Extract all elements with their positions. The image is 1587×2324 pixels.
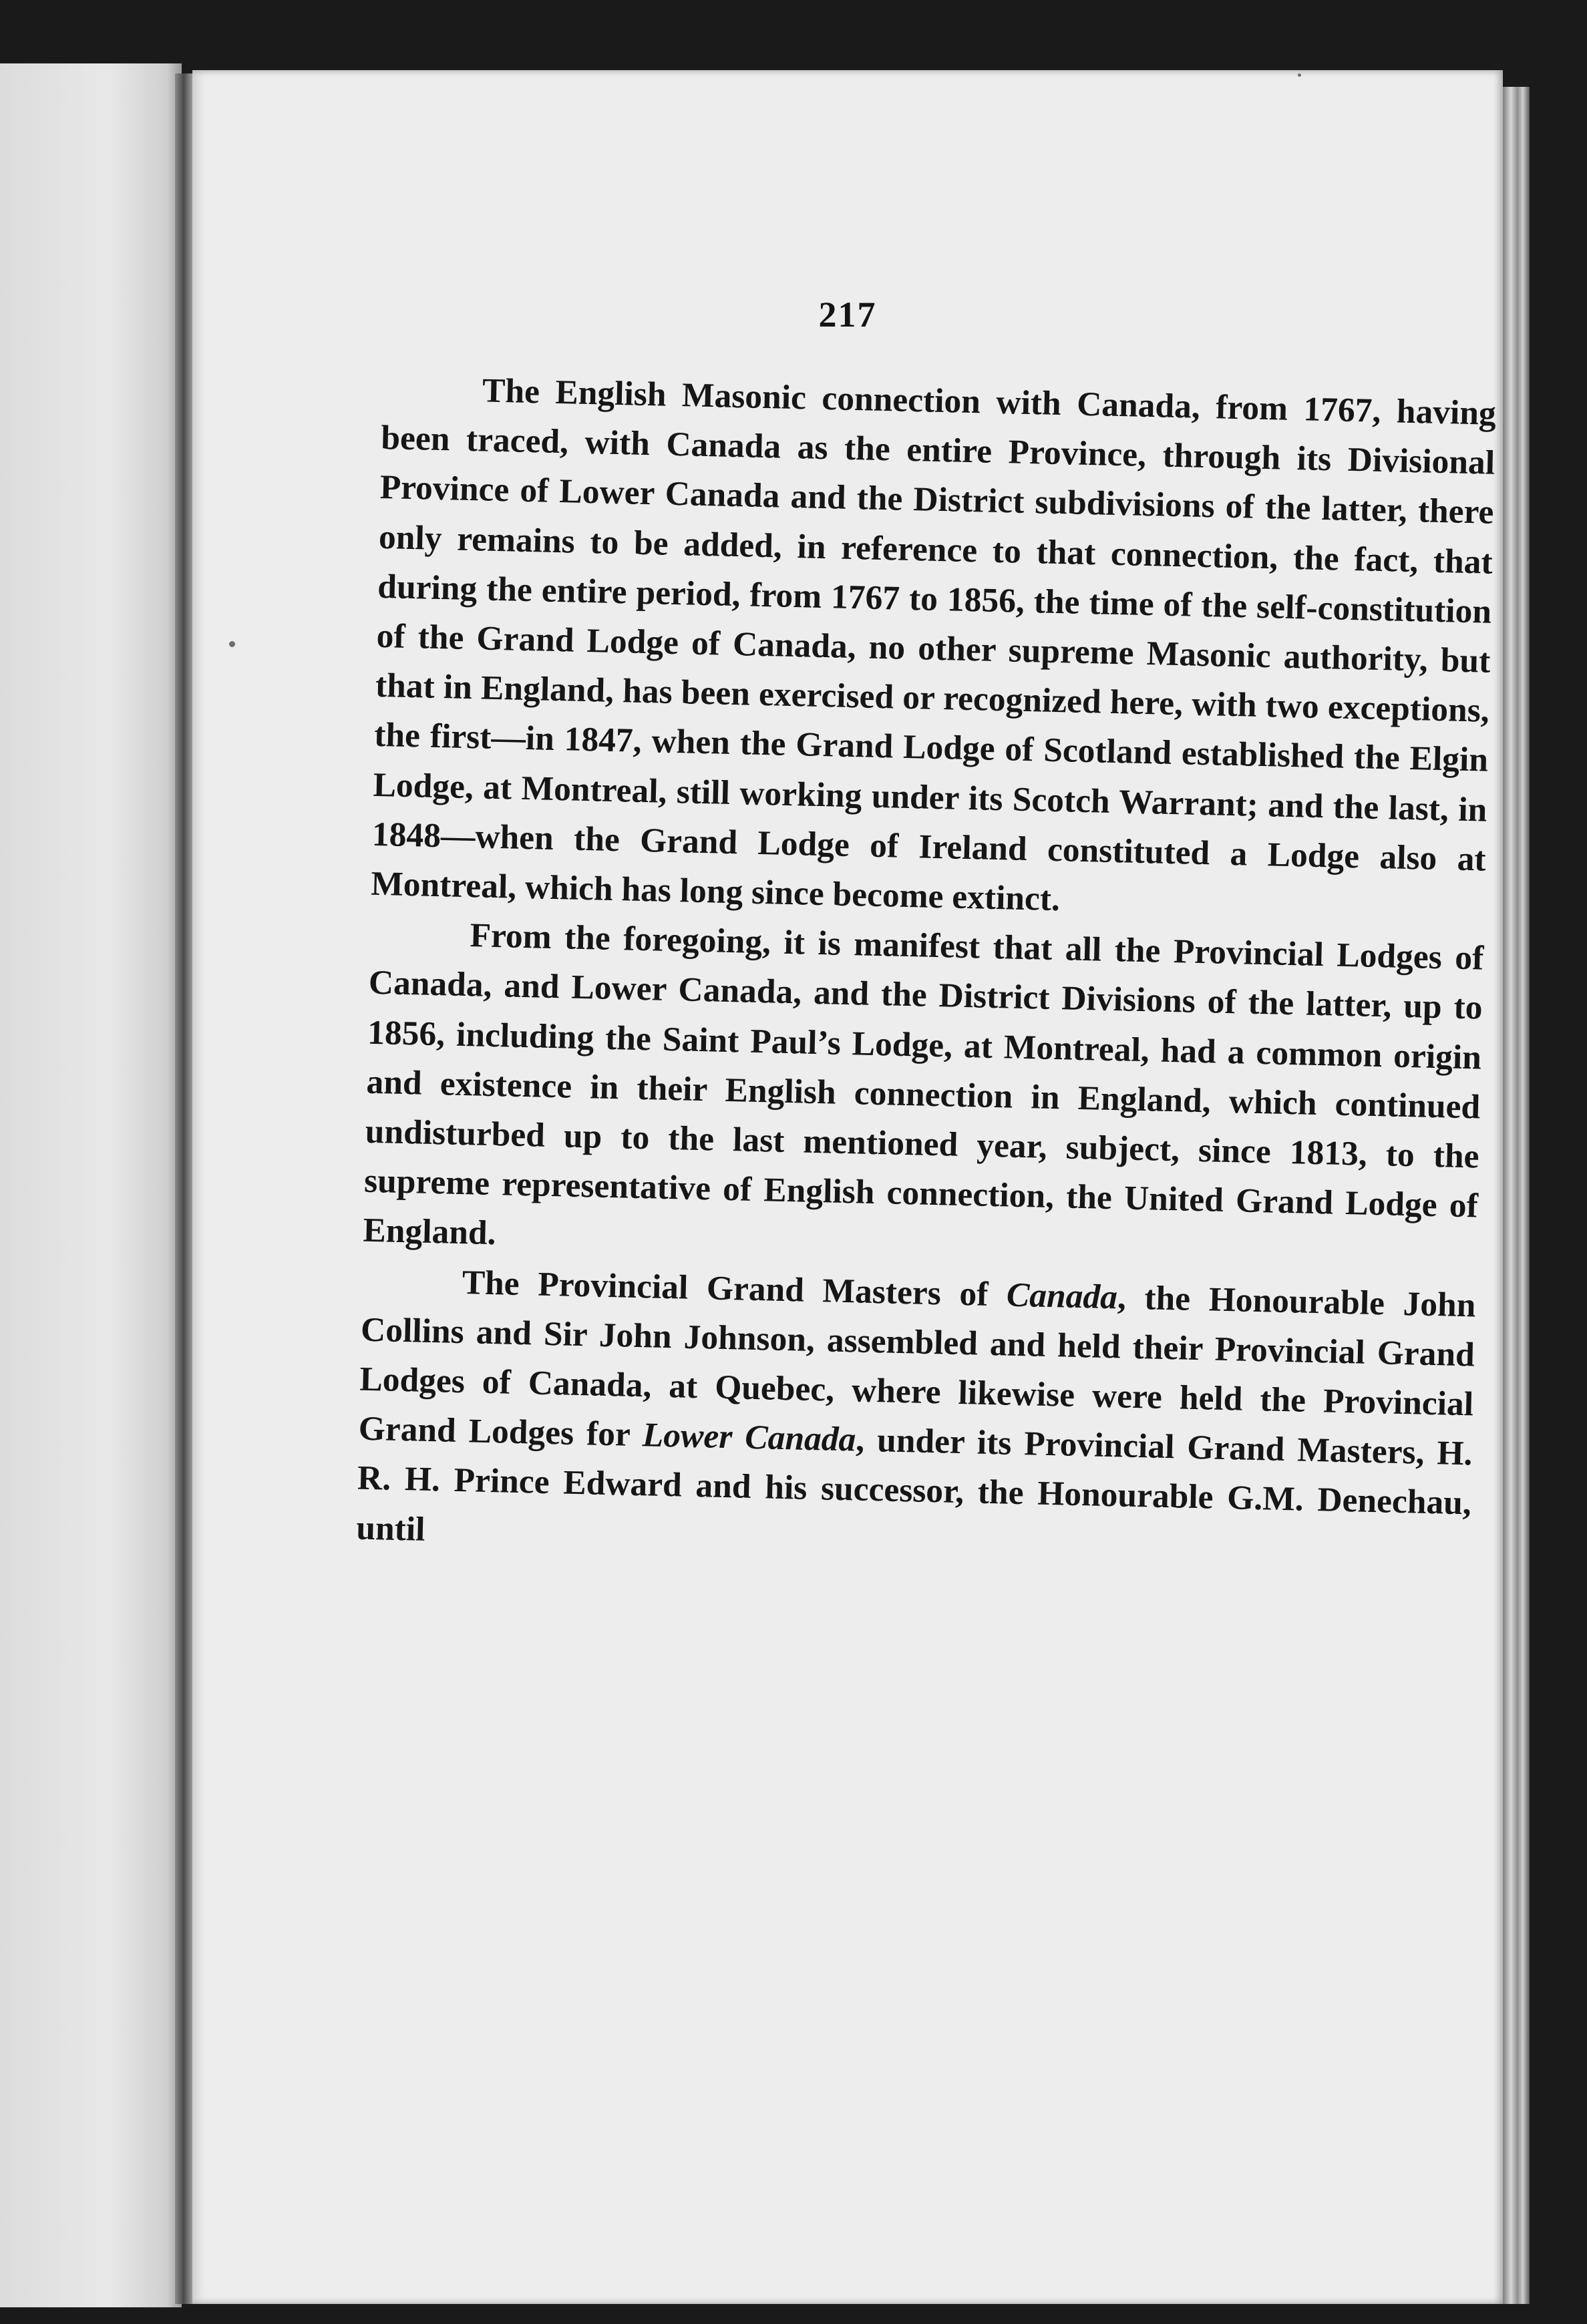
paragraph-3 bbox=[356, 1255, 1477, 1578]
paragraph-3-text: , the Honourable John Collins and Sir John Johnson, assembled and held their Provincial Grand Lodges of Canada, at Quebec, where likewise were held the Provincial Grand Lodges for bbox=[358, 1278, 1477, 1455]
paragraph-3-text: The Provincial Grand Masters of bbox=[462, 1263, 1007, 1314]
paragraph-2: From the foregoing, it is manifest that all the Provincial Lodges of Canada, and Lower Canada, and the District Divisions of the latter, up to 1856, including the Saint Paul’s Lodge, at Montreal, had a common origin and existence in their English connection in England, which continued undisturbed up to the last mentioned year, subject, since 1813, to the supreme representative of English connection, the United Grand Lodge of England. bbox=[362, 916, 1484, 1253]
paper-speck bbox=[229, 641, 235, 647]
previous-page-edge bbox=[0, 63, 182, 2307]
body-text bbox=[356, 364, 1497, 1578]
italic-lower-canada: Lower Canada bbox=[642, 1416, 856, 1459]
paragraph-3-text: , under its Provincial Grand Masters, H. R. H. Prince Edward and his successor, the Honourable G.M. Denechau, until bbox=[355, 1420, 1473, 1549]
paragraph-1: The English Masonic connection with Canada, from 1767, having been traced, with Canada as the entire Province, through its Divisional Province of Lower Canada and the District subdivisions of the latter, there only remains to be added, in reference to that connection, the fact, that during the entire period, from 1767 to 1856, the time of the self-constitution of the Grand Lodge of Canada, no other supreme Masonic authority, but that in England, has been exercised or recognized here, with two exceptions, the first—in 1847, when the Grand Lodge of Scotland established the Elgin Lodge, at Montreal, still working under its Scotch Warrant; and the last, in 1848—when the Grand Lodge of Ireland constituted a Lodge also at Montreal, which has long since become extinct. bbox=[370, 371, 1497, 919]
paper-speck bbox=[1298, 73, 1301, 77]
book-spine-shadow bbox=[175, 73, 192, 2304]
book-page bbox=[192, 70, 1503, 2304]
italic-canada: Canada bbox=[1006, 1276, 1118, 1316]
page-number: 217 bbox=[818, 295, 877, 335]
page-stack-edge bbox=[1503, 87, 1530, 2304]
